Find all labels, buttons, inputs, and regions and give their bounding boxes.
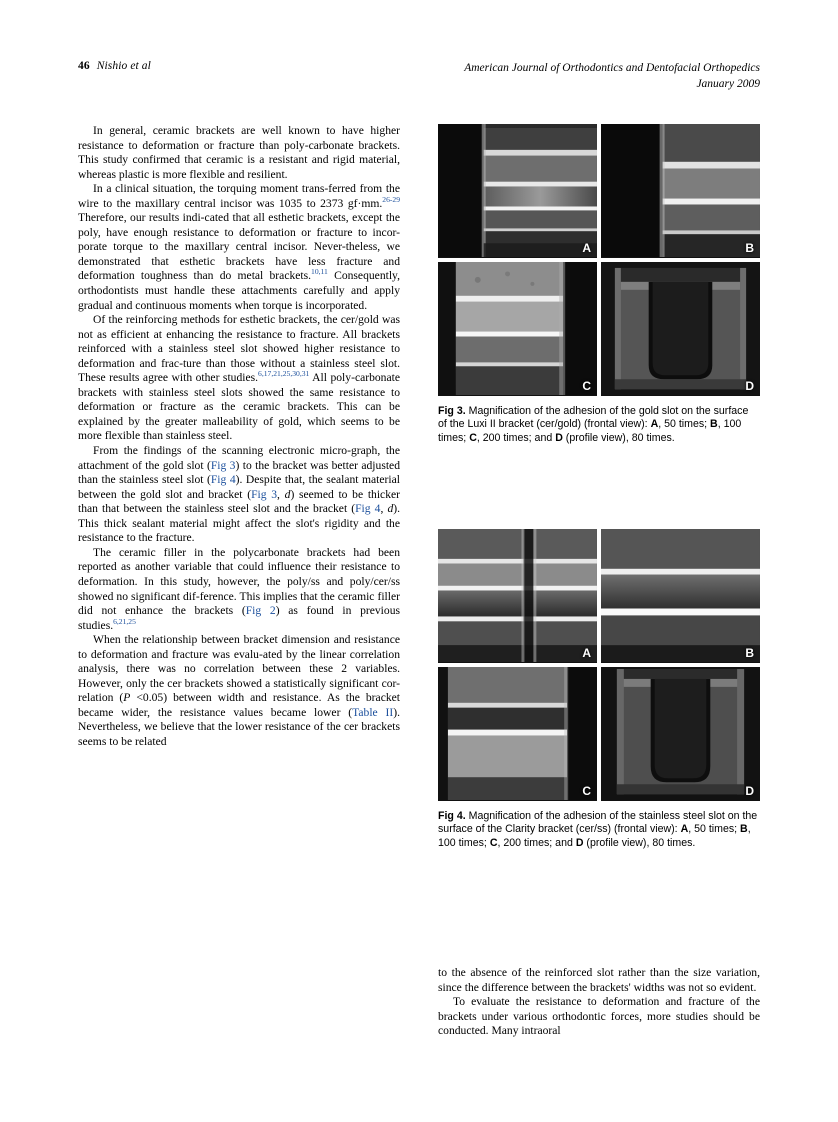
figure-3-panel-d-label: D xyxy=(745,379,754,393)
figure-4-panel-a-mag: , 50 times; xyxy=(688,823,741,836)
paragraph: In general, ceramic brackets are well known to have higher resistance to deformation or fracture than poly-carbonate brackets. This study confirmed that ceramic is a resistant and rigid material, whereas plastic is more flexible and resilient. xyxy=(78,124,400,181)
figure-4 xyxy=(438,529,760,850)
sem-micrograph-image xyxy=(601,262,760,395)
figure-3-panel-d-ref: D xyxy=(555,431,563,444)
sem-micrograph-image xyxy=(438,667,597,800)
sem-micrograph-image xyxy=(601,124,760,257)
figure-4-panel-c xyxy=(438,667,597,801)
sem-micrograph-image xyxy=(438,262,597,395)
figure-ref-fig4[interactable]: Fig 4 xyxy=(210,473,236,487)
figure-4-panel-c-label: C xyxy=(582,784,591,798)
figure-4-caption xyxy=(438,810,760,850)
figure-3-panel-b xyxy=(601,124,760,258)
figure-4-panel-d xyxy=(601,667,760,801)
figure-3-panel-a-ref: A xyxy=(650,418,659,431)
paragraph: Of the reinforcing methods for esthetic brackets, the cer/gold was not as efficient at enhancing the resistance to fracture. All brackets reinforced with a stainless steel slot showed higher resistance to deformation and frac-ture than those without a stainless steel slot. These results agree with other studies.$^{6,17,21,25,30,31}$ All poly-carbonate brackets with stainless steel slots showed the same resistance to deformation or fracture as the ceramic brackets. This can be explained by the greater malleability of gold, which seems to be more flexible than stainless steel. xyxy=(78,313,400,443)
table-ref-tableii[interactable]: Table II xyxy=(352,705,394,719)
figure-3-panel-c-ref: C xyxy=(469,431,477,444)
figure-3-panel-b-ref: B xyxy=(710,418,718,431)
citation-ref[interactable]: 6,17,21,25,30,31 xyxy=(258,369,310,379)
page-number: 46 xyxy=(78,60,90,72)
body-text-left-column xyxy=(78,124,400,750)
figure-3-panel-b-mag: , 100 times; xyxy=(438,418,742,444)
journal-title: American Journal of Orthodontics and Dentofacial Orthopedics xyxy=(464,62,760,74)
body-text-right-column xyxy=(438,966,760,1039)
figure-4-caption-text: Magnification of the adhesion of the stainless steel slot on the surface of the Clarity bracket (cer/ss) (frontal view): xyxy=(438,810,758,836)
paragraph: The ceramic filler in the polycarbonate brackets had been reported as another variable that could influence their resistance to deformation. In this study, however, the poly/ss and poly/cer/ss showed no significant dif-ference. This implies that the ceramic filler did not enhance the brackets (Fig 2) as found in previous studies.$^{6,21,25}$ xyxy=(78,545,400,632)
figure-3-panel-grid xyxy=(438,124,760,396)
figure-4-panel-c-mag: , 200 times; and xyxy=(497,836,576,849)
figure-3-panel-b-label: B xyxy=(745,241,754,255)
figure-3-panel-a-label: A xyxy=(582,241,591,255)
figure-4-panel-c-ref: C xyxy=(489,836,498,849)
figure-4-panel-d-ref: D xyxy=(575,836,584,849)
figure-ref-fig4[interactable]: Fig 4 xyxy=(355,502,381,516)
figure-3-panel-d-mag: (profile view), 80 times. xyxy=(562,431,675,444)
sem-micrograph-image xyxy=(601,667,760,800)
figure-3-panel-a xyxy=(438,124,597,258)
figure-4-panel-a-label: A xyxy=(582,646,591,660)
figure-3 xyxy=(438,124,760,445)
figure-3-panel-c-mag: , 200 times; and xyxy=(476,431,556,444)
running-head xyxy=(78,60,760,100)
figure-3-panel-c xyxy=(438,262,597,396)
paragraph: to the absence of the reinforced slot rather than the size variation, since the difference between the brackets' widths was not so evident. xyxy=(438,966,760,994)
figure-4-panel-d-label: D xyxy=(745,784,754,798)
running-head-authors: Nishio et al xyxy=(96,60,151,72)
figure-3-panel-d xyxy=(601,262,760,396)
figure-4-panel-b-label: B xyxy=(745,646,754,660)
issue-date: January 2009 xyxy=(696,78,760,90)
figure-3-panel-a-mag: , 50 times; xyxy=(658,418,711,431)
citation-ref[interactable]: 10,11 xyxy=(311,267,328,277)
figure-3-caption-text: Magnification of the adhesion of the gold slot on the surface of the Luxi II bracket (cer/gold) (frontal view): xyxy=(438,405,749,431)
running-head-left xyxy=(78,60,151,72)
figure-4-panel-a xyxy=(438,529,597,663)
paragraph: To evaluate the resistance to deformation and fracture of the brackets under various orthodontic forces, more studies should be conducted. Many intraoral xyxy=(438,995,760,1038)
figure-3-panel-c-label: C xyxy=(582,379,591,393)
citation-ref[interactable]: 6,21,25 xyxy=(113,616,136,626)
figure-4-panel-a-ref: A xyxy=(680,823,689,836)
paragraph: In a clinical situation, the torquing moment trans-ferred from the wire to the maxillary central incisor was 1035 to 2373 gf·mm.$^{26-29}$ Therefore, our results indi-cated that all esthetic brackets, except the poly, have enough resistance to deformation or fracture to incor-porate torque to the maxillary central incisor. Never-theless, we demonstrated that esthetic brackets have less fracture and deformation toughness than do metal brackets.$^{10,11}$ Consequently, orthodontists must handle these attachments carefully and apply gradual and continuous moments when torque is incorporated. xyxy=(78,182,400,312)
figure-4-panel-grid xyxy=(438,529,760,801)
figure-3-number: Fig 3. xyxy=(438,405,466,417)
figure-4-panel-d-mag: (profile view), 80 times. xyxy=(583,836,696,849)
figure-4-panel-b xyxy=(601,529,760,663)
figure-4-panel-b-ref: B xyxy=(740,823,748,836)
sem-micrograph-image xyxy=(601,529,760,662)
figure-ref-fig2[interactable]: Fig 2 xyxy=(245,604,276,618)
citation-ref[interactable]: 26-29 xyxy=(382,194,400,204)
paragraph: From the findings of the scanning electronic micro-graph, the attachment of the gold slot (Fig 3) to the bracket was better adjusted than the stainless steel slot (Fig 4). Despite that, the sealant material between the gold slot and bracket (Fig 3, d) seemed to be thicker than that between the stainless steel slot and the bracket (Fig 4, d). This thick sealant material might affect the slot's rigidity and the resistance to the fracture. xyxy=(78,444,401,545)
figure-ref-fig3[interactable]: Fig 3 xyxy=(210,458,236,472)
sem-micrograph-image xyxy=(438,124,597,257)
figure-4-number: Fig 4. xyxy=(438,810,466,822)
figure-ref-fig3[interactable]: Fig 3 xyxy=(251,487,278,501)
running-head-right xyxy=(464,60,760,92)
paragraph: When the relationship between bracket dimension and resistance to deformation and fracture was evalu-ated by the linear correlation analysis, there was no correlation between these 2 variables. However, only the cer brackets showed a statistically significant cor-relation (P <0.05) between width and resistance. As the bracket became wider, the resistance values became lower (Table II). Nevertheless, we believe that the lower resistance of the cer brackets seems to be related xyxy=(78,633,400,748)
sem-micrograph-image xyxy=(438,529,597,662)
figure-4-panel-b-mag: , 100 times; xyxy=(438,823,751,849)
figure-3-caption xyxy=(438,405,760,445)
